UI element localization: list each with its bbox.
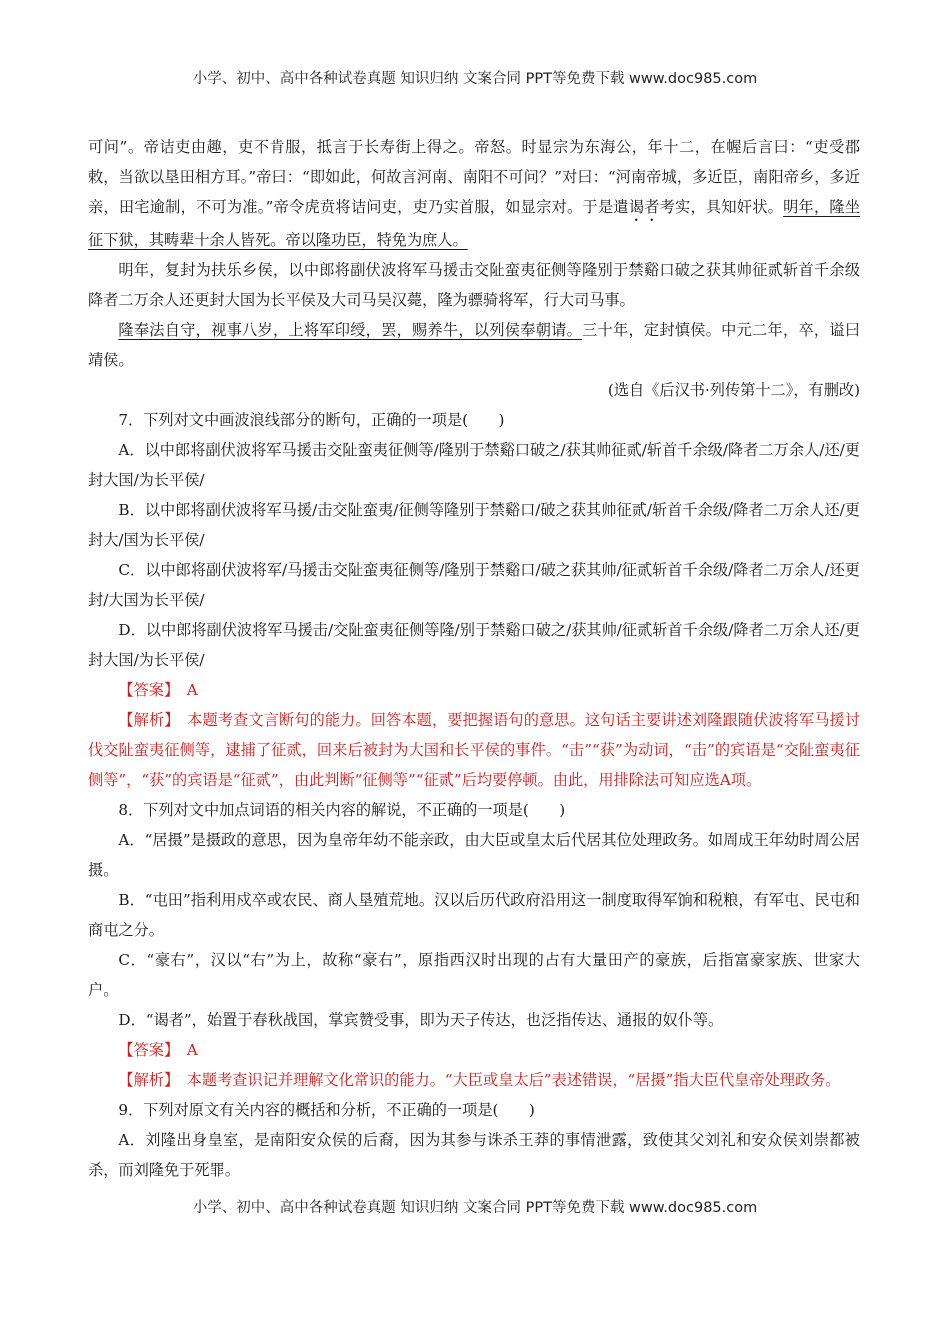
passage-paragraph-3: 隆奉法自守，视事八岁，上将军印绶，罢，赐养牛，以列侯奉朝请。三十年，定封慎侯。中元二年，卒，谥曰靖侯。	[88, 321, 861, 369]
page-footer: 小学、初中、高中各种试卷真题 知识归纳 文案合同 PPT等免费下载 www.doc985.com	[192, 1200, 758, 1216]
question-7-option-c: C．以中郎将副伏波将军/马援击交阯蛮夷征侧等/隆别于禁谿口/破之获其帅/征贰斩首千余级/降者二万余人/还更封/大国为长平侯/	[88, 561, 860, 609]
question-9-stem: 9．下列对原文有关内容的概括和分析，不正确的一项是( )	[118, 1101, 535, 1119]
question-9-option-a: A．刘隆出身皇室，是南阳安众侯的后裔，因为其参与诛杀王莽的事情泄露，致使其父刘礼和安众侯刘崇都被杀，而刘隆免于死罪。	[88, 1131, 860, 1179]
question-8-analysis: 【解析】 本题考查识记并理解文化常识的能力。“大臣或皇太后”表述错误，“居摄”指大臣代皇帝处理政务。	[118, 1071, 841, 1089]
question-7-option-d: D．以中郎将副伏波将军马援击/交阯蛮夷征侧等隆/别于禁谿口破之/获其帅/征贰斩首千余级/降者二万余人还/更封大国/为长平侯/	[88, 621, 860, 669]
dotted-word: 谒者	[628, 198, 660, 216]
question-7-analysis: 【解析】 本题考查文言断句的能力。回答本题，要把握语句的意思。这句话主要讲述刘隆跟随伏波将军马援讨伐交阯蛮夷征侧等，逮捕了征贰，回来后被封为大国和长平侯的事件。“击”“获”为动词，“击”的宾语是“交阯蛮夷征侧等”，“获”的宾语是“征贰”，由此判断“征侧等”“征贰”后均要停顿。由此，用排除法可知应选A项。	[88, 711, 861, 789]
question-7-option-a: A．以中郎将副伏波将军马援击交阯蛮夷征侧等/隆别于禁谿口破之/获其帅征贰/斩首千余级/降者二万余人/还/更封大国/为长平侯/	[88, 441, 860, 489]
question-7-stem: 7．下列对文中画波浪线部分的断句，正确的一项是( )	[118, 411, 505, 429]
question-8-answer: 【答案】 A	[118, 1041, 198, 1059]
question-8-stem: 8．下列对文中加点词语的相关内容的解说，不正确的一项是( )	[118, 801, 566, 819]
question-7-option-b: B．以中郎将副伏波将军马援/击交阯蛮夷/征侧等隆别于禁谿口/破之获其帅征贰/斩首千余级/降者二万余人还/更封大/国为长平侯/	[88, 501, 860, 549]
passage-paragraph-1: 可问”。帝诘吏由趣，吏不肯服，抵言于长寿街上得之。帝怒。时显宗为东海公，年十二，在幄后言曰：“吏受郡敕，当欲以垦田相方耳。”帝曰：“即如此，何故言河南、南阳不可问？”对曰：“河南帝城，多近臣，南阳帝乡，多近亲，田宅逾制，不可为准。”帝令虎贲将诘问吏，吏乃实首服，如显宗对。于是遣谒者考实，具知奸状。明年，隆坐征下狱，其畴辈十余人皆死。帝以隆功臣，特免为庶人。	[88, 138, 861, 249]
question-7-answer: 【答案】 A	[118, 681, 198, 699]
underlined-sentence: 明年，隆坐征下狱，其畴辈十余人皆死。帝以隆功臣，特免为庶人。	[88, 198, 861, 249]
source-citation: (选自《后汉书·列传第十二》，有删改)	[607, 381, 860, 399]
underlined-sentence: 隆奉法自守，视事八岁，上将军印绶，罢，赐养牛，以列侯奉朝请。	[118, 321, 583, 339]
question-8-option-b: B．“屯田”指利用戍卒或农民、商人垦殖荒地。汉以后历代政府沿用这一制度取得军饷和税粮，有军屯、民屯和商屯之分。	[88, 891, 860, 939]
page-header: 小学、初中、高中各种试卷真题 知识归纳 文案合同 PPT等免费下载 www.doc985.com	[192, 71, 758, 87]
question-8-option-d: D．“谒者”，始置于春秋战国，掌宾赞受事，即为天子传达，也泛指传达、通报的奴仆等。	[118, 1011, 724, 1029]
question-8-option-a: A．“居摄”是摄政的意思，因为皇帝年幼不能亲政，由大臣或皇太后代居其位处理政务。如周成王年幼时周公居摄。	[88, 831, 860, 879]
document-body	[88, 132, 860, 1185]
question-8-option-c: C．“豪右”，汉以“右”为上，故称“豪右”，原指西汉时出现的占有大量田产的豪族，后指富豪家族、世家大户。	[88, 951, 860, 999]
passage-paragraph-2: 明年，复封为扶乐乡侯，以中郎将副伏波将军马援击交阯蛮夷征侧等隆别于禁谿口破之获其帅征贰斩首千余级降者二万余人还更封大国为长平侯及大司马吴汉薨，隆为骠骑将军，行大司马事。	[88, 261, 860, 309]
